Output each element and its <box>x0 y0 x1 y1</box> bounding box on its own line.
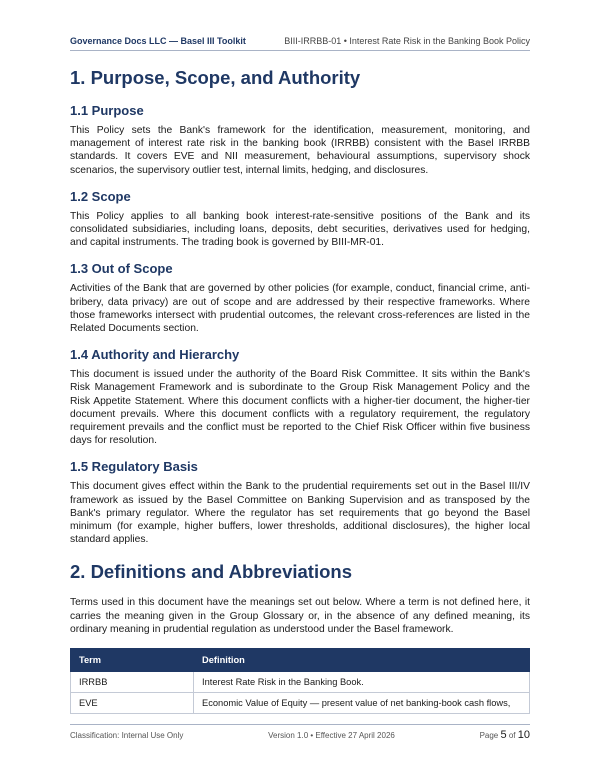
definitions-table <box>70 648 530 714</box>
table-header-definition: Definition <box>194 649 530 672</box>
subsection-paragraph: Activities of the Bank that are governed by other policies (for example, conduct, financial crime, anti-bribery, data privacy) are out of scope and are addressed by their respective frameworks. Where those frameworks intersect with prudential outcomes, the relevant cross-references are listed in the Related Documents section. <box>70 283 530 335</box>
header-doc-reference: BIII-IRRBB-01 • Interest Rate Risk in the Banking Book Policy <box>284 36 530 46</box>
header-divider <box>70 50 530 51</box>
subsection-heading: 1.1 Purpose <box>70 103 144 118</box>
section-2-intro: Terms used in this document have the meanings set out below. Where a term is not defined here, it carries the meaning given in the Group Glossary or, in the absence of any defined meaning, its ordinary meaning in prudential regulation as understood under the Basel framework. <box>70 597 530 635</box>
subsection-1-1 <box>70 102 530 177</box>
page-of: of <box>508 731 516 740</box>
subsection-paragraph: This document gives effect within the Bank to the prudential requirements set out in the Basel III/IV framework as issued by the Basel Committee on Banking Supervision and as transposed by the Bank's primary regulator. Where the regulator has set requirements that go beyond the Basel minimum (for example, higher buffers, lower thresholds, additional disclosures), the higher local standard applies. <box>70 481 530 546</box>
page-current: 5 <box>500 729 507 741</box>
page-content <box>70 66 530 714</box>
page-label: Page <box>479 731 499 740</box>
header-org: Governance Docs LLC — Basel III Toolkit <box>70 36 246 46</box>
table-cell-term: EVE <box>71 693 194 714</box>
subsection-heading: 1.3 Out of Scope <box>70 261 173 277</box>
section-1-heading: 1. Purpose, Scope, and Authority <box>70 67 361 88</box>
page-total: 10 <box>517 729 530 741</box>
table-cell-term: IRRBB <box>71 672 194 693</box>
footer-page-number <box>480 729 530 741</box>
table-row <box>71 672 530 693</box>
subsection-paragraph: This Policy applies to all banking book interest-rate-sensitive positions of the Bank and its consolidated subsidiaries, including loans, deposits, debt securities, derivatives used for hedging, and capital instruments. The trading book is governed by BIII-MR-01. <box>70 210 530 249</box>
table-header-row <box>71 649 530 672</box>
subsection-heading: 1.4 Authority and Hierarchy <box>70 347 240 363</box>
subsection-paragraph: This Policy sets the Bank's framework for the identification, measurement, monitoring, and management of interest rate risk in the banking book (IRRBB) consistent with the Basel IRRBB standards. It covers EVE and NII measurement, behavioural assumptions, supervisory shock scenarios, the supervisory outlier test, internal limits, hedging, and disclosures. <box>70 125 530 176</box>
footer-classification: Classification: Internal Use Only <box>70 730 184 740</box>
subsection-paragraph: This document is issued under the authority of the Board Risk Committee. It sits within the Bank's Risk Management Framework and is subordinate to the Group Risk Management Policy and the Risk Appetite Statement. Where this document conflicts with a higher-tier document, the higher-tier document prevails. Where this document conflicts with a regulatory requirement, the regulatory requirement prevails and the conflict must be reported to the Chief Risk Officer within five business days for resolution. <box>70 369 530 447</box>
footer-version: Version 1.0 • Effective 27 April 2026 <box>268 730 395 740</box>
page-footer <box>70 728 530 742</box>
table-row <box>71 693 530 714</box>
subsection-heading: 1.2 Scope <box>70 188 131 204</box>
subsection-1-5 <box>70 458 530 546</box>
section-2-heading: 2. Definitions and Abbreviations <box>70 561 352 583</box>
table-header-term: Term <box>71 649 194 672</box>
subsection-1-3 <box>70 260 530 335</box>
subsection-heading: 1.5 Regulatory Basis <box>70 459 198 475</box>
subsection-1-2 <box>70 188 530 250</box>
page-header <box>70 33 530 49</box>
subsection-1-4 <box>70 346 530 447</box>
table-cell-definition: Interest Rate Risk in the Banking Book. <box>194 672 530 693</box>
table-cell-definition: Economic Value of Equity — present value of net banking-book cash flows, <box>194 693 530 714</box>
footer-divider <box>70 724 530 725</box>
